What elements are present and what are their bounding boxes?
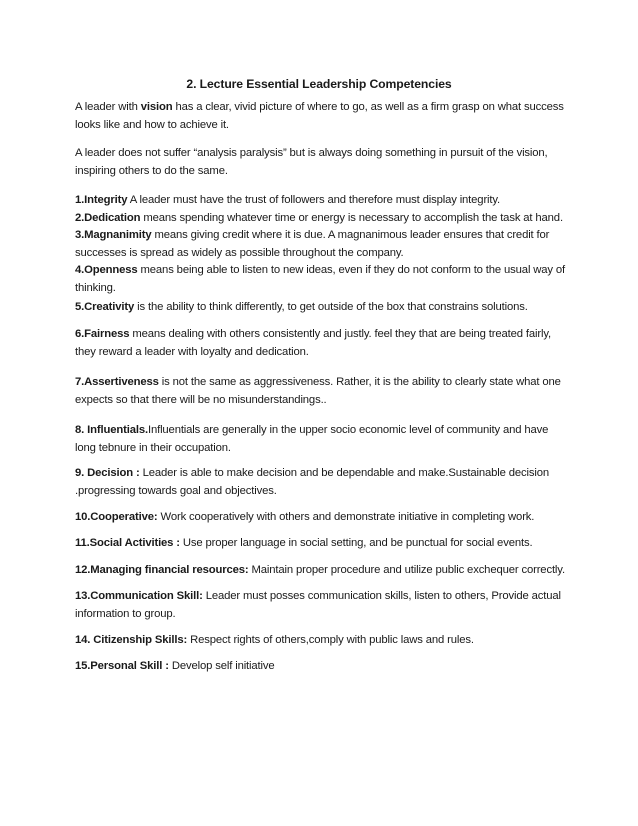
competency-5 bbox=[75, 299, 575, 317]
competency-text: is the ability to think differently, to get outside of the box that constrains solutions. bbox=[134, 301, 528, 313]
competency-text-continued: expects so that there will be no misunderstandings.. bbox=[75, 393, 327, 406]
vision-line-2: looks like and how to achieve it. bbox=[75, 118, 229, 131]
vision-paragraph bbox=[75, 99, 575, 134]
competency-heading: 1.Integrity bbox=[75, 194, 128, 206]
competency-heading: 5.Creativity bbox=[75, 301, 135, 313]
competency-8 bbox=[75, 422, 575, 457]
competency-11 bbox=[75, 535, 575, 553]
competency-item bbox=[75, 262, 575, 280]
competency-heading: 8. Influentials. bbox=[75, 424, 148, 436]
competency-heading: 12.Managing financial resources: bbox=[75, 564, 249, 576]
competency-text: Develop self initiative bbox=[168, 660, 275, 672]
competency-heading: 3.Magnanimity bbox=[75, 229, 152, 241]
competency-text-continued: long tebnure in their occupation. bbox=[75, 441, 231, 454]
competency-heading: 2.Dedication bbox=[75, 211, 141, 224]
competency-text: means being able to listen to new ideas, even if they do not conform to the usual way of bbox=[137, 264, 566, 276]
competency-9 bbox=[75, 465, 575, 500]
competency-14 bbox=[75, 632, 575, 650]
competency-text: Respect rights of others,comply with public laws and rules. bbox=[187, 634, 474, 646]
competency-text: Maintain proper procedure and utilize public exchequer correctly. bbox=[248, 564, 565, 576]
competency-text: A leader must have the trust of followers and therefore must display integrity. bbox=[127, 194, 501, 206]
competency-text-continued: thinking. bbox=[75, 281, 116, 294]
competency-heading: 11.Social Activities : bbox=[75, 537, 180, 549]
competency-text: Influentials are generally in the upper socio economic level of community and have bbox=[147, 424, 549, 436]
competency-text: means giving credit where it is due. A magnanimous leader ensures that credit for bbox=[151, 229, 550, 241]
vision-line-1 bbox=[75, 99, 575, 117]
competencies-1-4 bbox=[75, 192, 575, 297]
competency-text: means dealing with others consistently and justly. feel they that are being treated fairly, bbox=[129, 328, 551, 340]
analysis-paralysis-paragraph bbox=[75, 145, 575, 180]
competency-text: means spending whatever time or energy is necessary to accomplish the task at hand. bbox=[140, 211, 563, 224]
competency-heading: 4.Openness bbox=[75, 264, 138, 276]
competency-heading: 6.Fairness bbox=[75, 328, 130, 340]
competency-text-continued: successes is spread as widely as possible throughout the company. bbox=[75, 246, 404, 259]
competency-item bbox=[75, 210, 575, 228]
competency-7 bbox=[75, 374, 575, 409]
competency-item bbox=[75, 227, 575, 245]
competency-text: is not the same as aggressiveness. Rather, it is the ability to clearly state what one bbox=[158, 376, 561, 388]
competency-text: Leader is able to make decision and be dependable and make.Sustainable decision bbox=[139, 467, 550, 479]
competency-13 bbox=[75, 588, 575, 623]
competency-item bbox=[75, 192, 575, 210]
analysis-line-1: A leader does not suffer “analysis paralysis” but is always doing something in pursuit of the vision, bbox=[75, 147, 548, 159]
vision-line-1-rest: has a clear, vivid picture of where to go, as well as a firm grasp on what success bbox=[172, 101, 564, 113]
competency-text: Leader must posses communication skills, listen to others, Provide actual bbox=[202, 590, 561, 602]
competency-heading: 13.Communication Skill: bbox=[75, 590, 203, 602]
competency-heading: 10.Cooperative: bbox=[75, 511, 158, 523]
vision-keyword: vision bbox=[140, 101, 173, 113]
vision-pre: A leader with bbox=[75, 101, 141, 113]
analysis-line-2: inspiring others to do the same. bbox=[75, 164, 228, 177]
competency-heading: 14. Citizenship Skills: bbox=[75, 634, 188, 646]
page-title: 2. Lecture Essential Leadership Competencies bbox=[186, 77, 452, 91]
competency-text-continued: they reward a leader with loyalty and dedication. bbox=[75, 345, 309, 358]
competency-text-continued: information to group. bbox=[75, 607, 176, 620]
competency-6 bbox=[75, 326, 575, 361]
competency-heading: 15.Personal Skill : bbox=[75, 660, 169, 672]
competency-heading: 9. Decision : bbox=[75, 467, 140, 479]
competency-heading: 7.Assertiveness bbox=[75, 376, 159, 388]
competency-12 bbox=[75, 562, 575, 580]
competency-text: Use proper language in social setting, and be punctual for social events. bbox=[179, 537, 533, 549]
competency-text-continued: .progressing towards goal and objectives. bbox=[75, 484, 277, 497]
competency-10 bbox=[75, 509, 575, 527]
competency-15 bbox=[75, 658, 575, 676]
competency-text: Work cooperatively with others and demonstrate initiative in completing work. bbox=[157, 511, 535, 523]
